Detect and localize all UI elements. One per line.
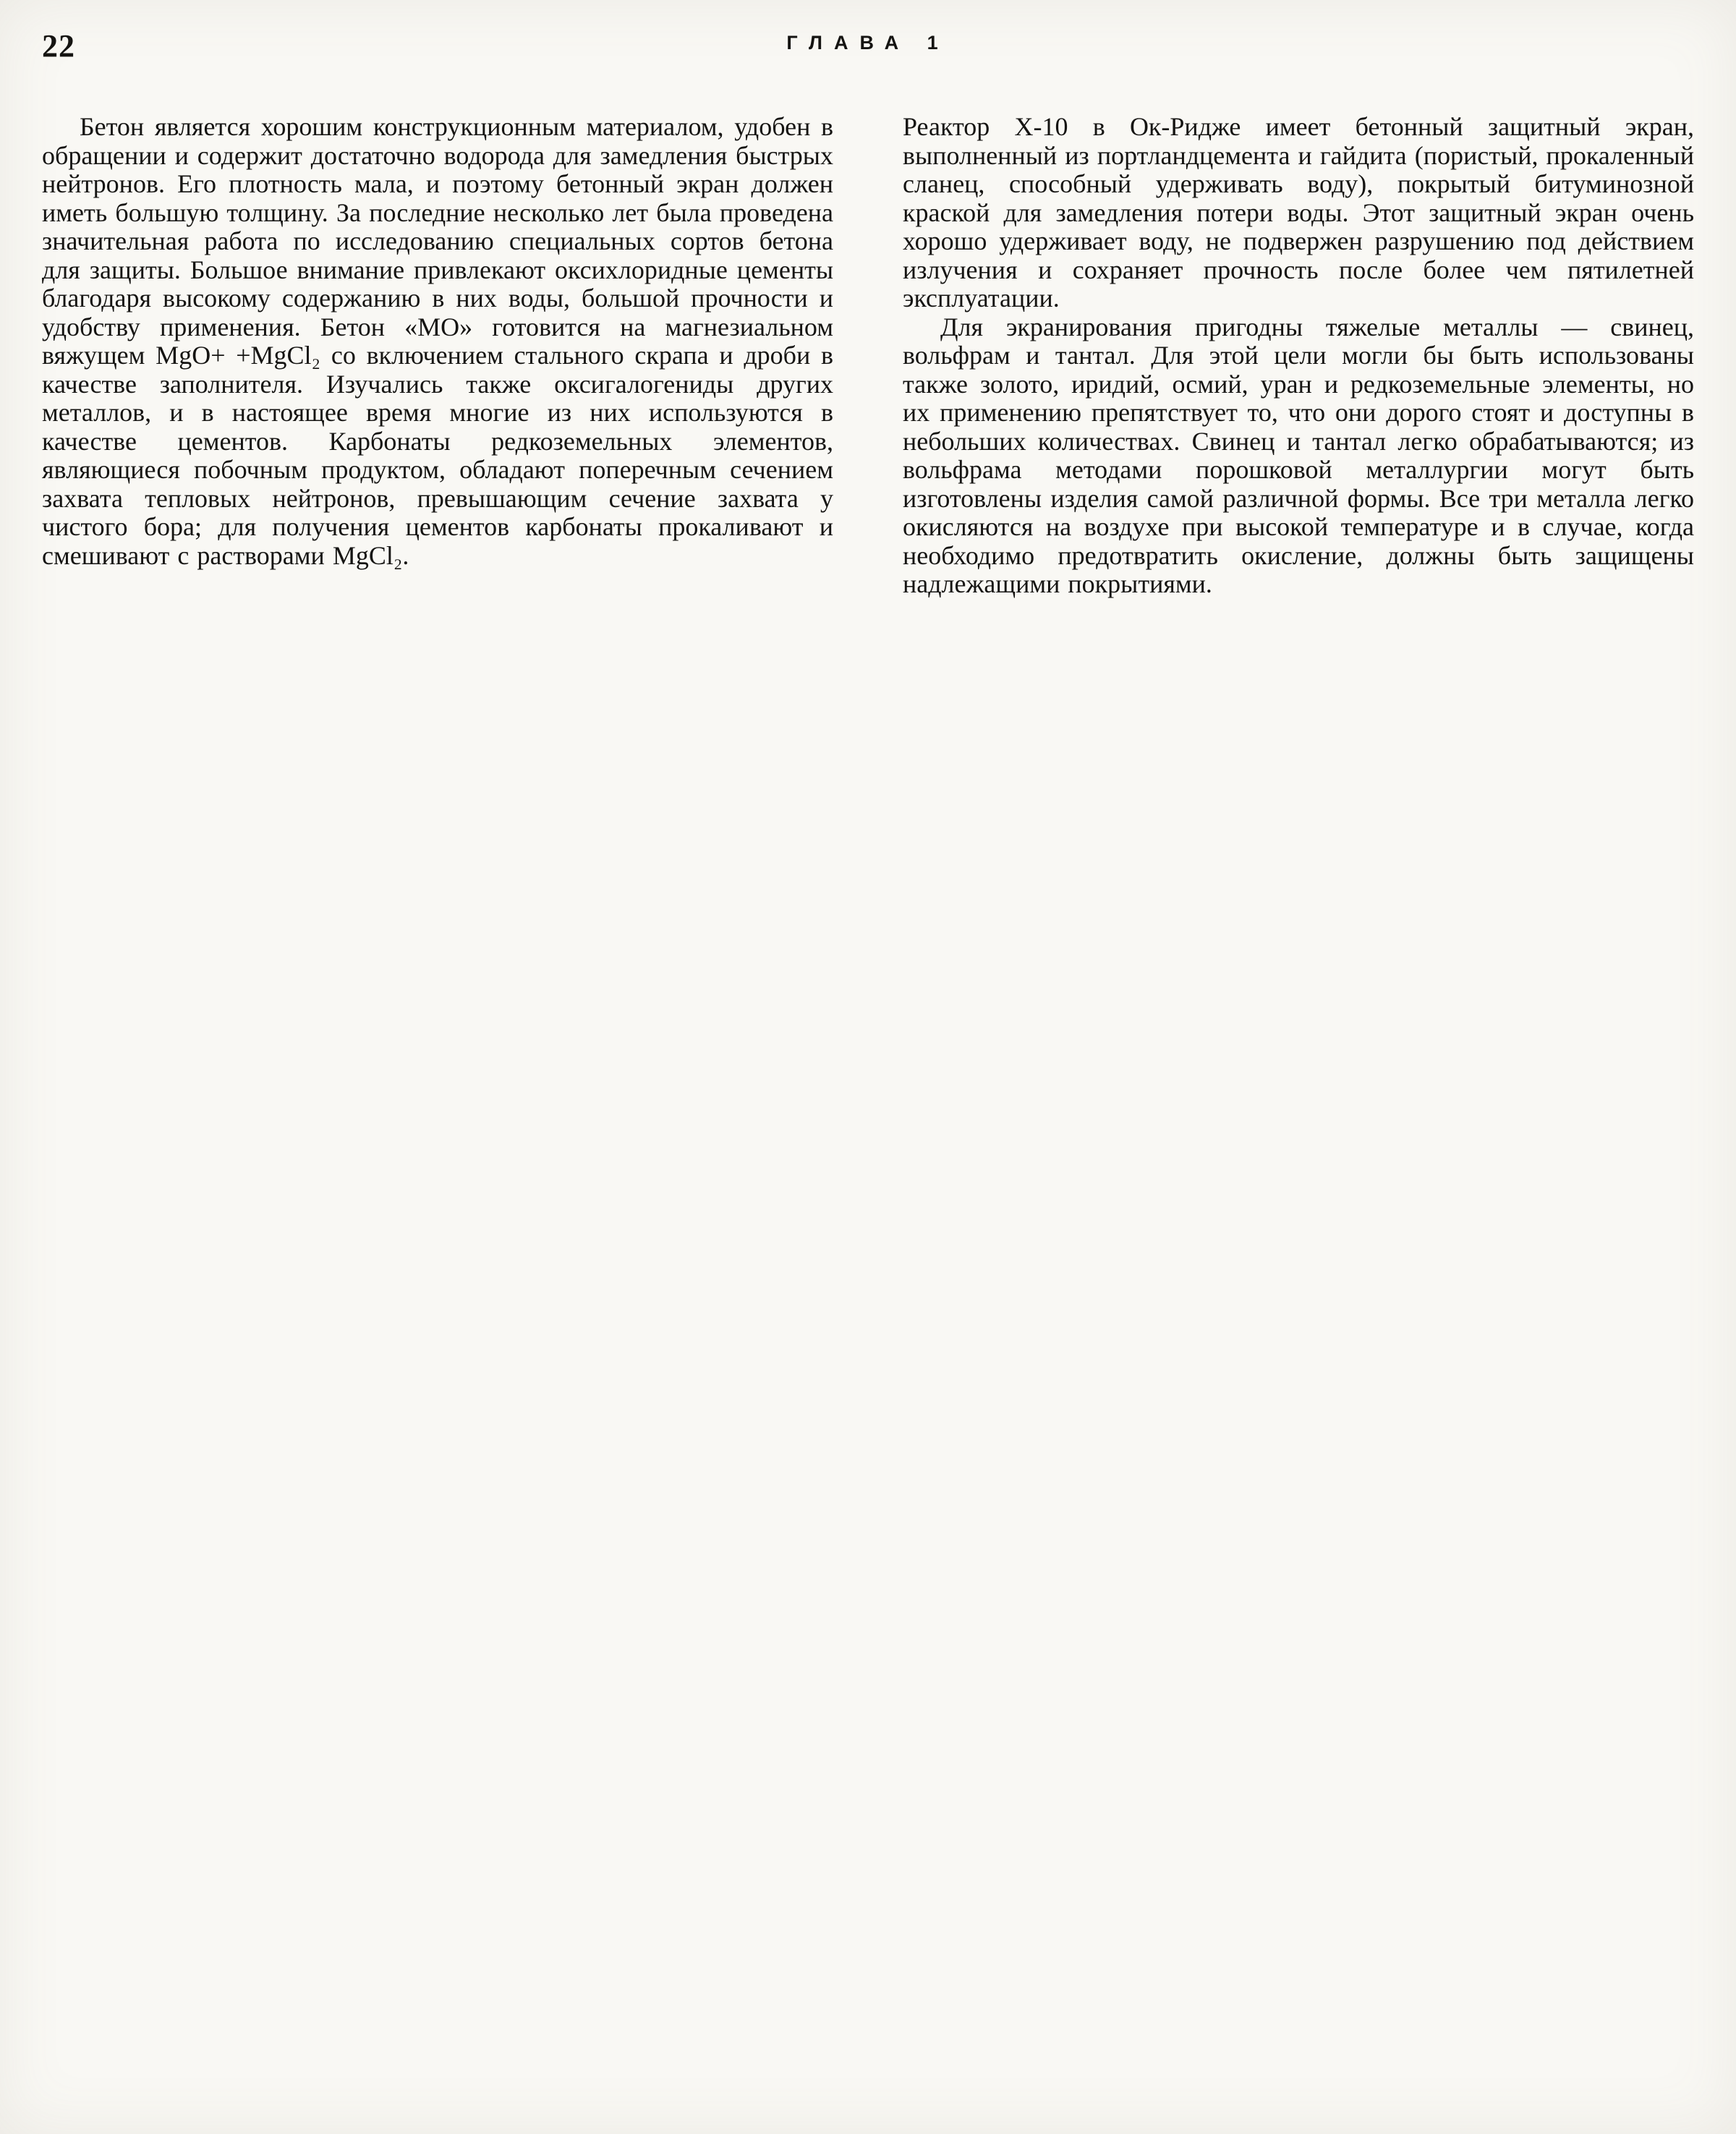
right-column <box>903 113 1694 599</box>
chapter-header: ГЛАВА 1 <box>786 32 950 54</box>
page-number: 22 <box>42 28 75 64</box>
paragraph-heavy-metals: Для экранирования пригодны тяжелые металлы — свинец, вольфрам и тантал. Для этой цели могли бы быть использованы также золото, иридий, осмий, уран и редкоземельные элементы, но их применению препятствует то, что они дорого стоят и доступны в небольших количествах. Свинец и тантал легко обрабатываются; из вольфрама методами порошковой металлургии могут быть изготовлены изделия самой различной формы. Все три металла легко окисляются на воздухе при высокой температуре и в случае, когда необходимо предотвратить окисление, должны быть защищены надлежащими покрытиями. <box>903 312 1694 598</box>
page-header <box>42 27 1694 78</box>
paragraph-concrete-shielding: Бетон является хорошим конструкционным материалом, удобен в обращении и содержит достаточно водорода для замедления быстрых нейтронов. Его плотность мала, и поэтому бетонный экран должен иметь большую толщину. За последние несколько лет была проведена значительная работа по исследованию специальных сортов бетона для защиты. Большое внимание привлекают оксихлоридные цементы благодаря высокому содержанию в них воды, большой прочности и удобству применения. Бетон «МО» готовится на магнезиальном вяжущем MgO+ +MgCl₂ со включением стального скрапа и дроби в качестве заполнителя. Изучались также оксигалогениды других металлов, и в настоящее время многие из них используются в качестве цементов. Карбонаты редкоземельных элементов, являющиеся побочным продуктом, обладают поперечным сечением захвата тепловых нейтронов, превышающим сечение захвата у чистого бора; для получения цементов карбонаты прокаливают и смешивают с растворами MgCl₂. <box>42 112 833 570</box>
paragraph-x10-reactor: Реактор X-10 в Ок-Ридже имеет бетонный защитный экран, выполненный из портландцемента и гайдита (пористый, прокаленный сланец, способный удерживать воду), покрытый битуминозной краской для замедления потери воды. Этот защитный экран очень хорошо удерживает воду, не подвержен разрушению под действием излучения и сохраняет прочность после более чем пятилетней эксплуатации. <box>903 112 1694 313</box>
text-columns <box>42 113 1694 599</box>
left-column <box>42 113 833 599</box>
